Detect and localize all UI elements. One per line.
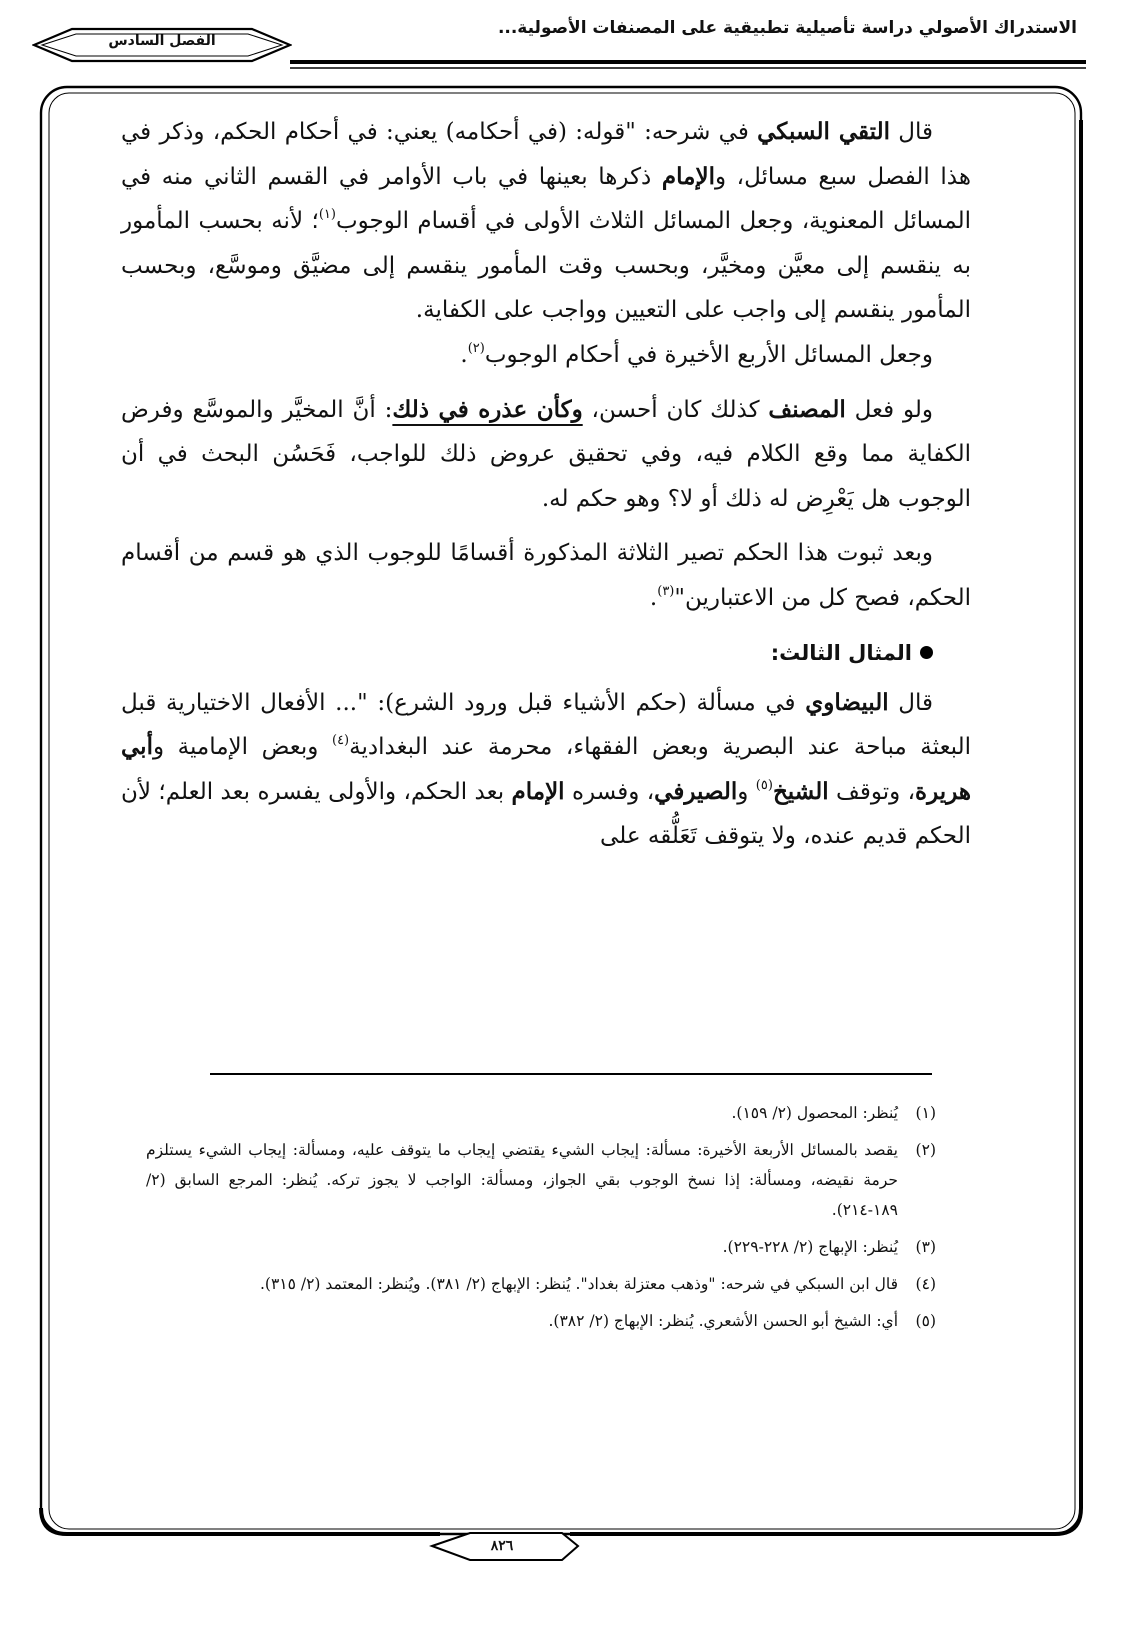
text-run: . — [649, 584, 658, 611]
footnote-1 — [146, 1098, 936, 1128]
text-run: بعد الحكم، والأولى يفسره بعد العلم؛ لأن الحكم قديم عنده، ولا يتوقف تَعَلُّقه على — [121, 778, 971, 850]
name-al-shaykh: الشيخ — [772, 777, 829, 805]
text-run: في مسألة (حكم الأشياء قبل ورود الشرع): "... الأفعال الاختيارية قبل البعثة مباحة عند البصرية وبعض الفقهاء، محرمة عند البغدادية — [121, 689, 972, 761]
name-al-imam: الإمام — [661, 162, 715, 190]
text-run: في شرحه: "قوله: (في أحكامه) يعني: في أحكام الحكم، وذكر في هذا الفصل سبع مسائل، و — [121, 119, 971, 190]
book-title: الاستدراك الأصولي دراسة تأصيلية تطبيقية على المصنفات الأصولية... — [497, 18, 1077, 38]
footnote-number: (٣) — [915, 1238, 936, 1256]
page-number: ٨٢٦ — [490, 1538, 514, 1554]
text-run: ، وفسره — [564, 778, 655, 805]
example-heading-text: المثال الثالث: — [770, 640, 912, 665]
example-heading — [121, 633, 971, 673]
chapter-label: الفصل السادس — [108, 33, 216, 49]
text-run: كذلك كان أحسن، — [582, 396, 769, 423]
footnote-number: (٢) — [915, 1141, 936, 1159]
footnote-text: يقصد بالمسائل الأربعة الأخيرة: مسألة: إيجاب الشيء يقتضي إيجاب ما يتوقف عليه، ومسألة: إيجاب الشيء يستلزم حرمة نقيضه، ومسألة: إذا نسخ الوجوب بقي الجواز، ومسألة: الواجب لا يجوز تركه. يُنظر: المرجع السابق (٢/ ١٨٩-٢١٤). — [146, 1141, 898, 1219]
text-run: و — [737, 778, 756, 805]
text-run: وجعل المسائل الأربع الأخيرة في أحكام الوجوب — [484, 341, 933, 368]
paragraph-1 — [121, 110, 971, 333]
footnote-number: (٥) — [915, 1312, 936, 1330]
paragraph-3 — [121, 388, 971, 522]
paragraph-4 — [121, 531, 971, 620]
footnote-separator — [210, 1073, 932, 1075]
bullet-icon — [920, 646, 933, 659]
footnote-number: (١) — [915, 1104, 936, 1122]
text-run: وبعض الإمامية و — [152, 734, 332, 761]
name-taqi-al-subki: التقي السبكي — [757, 118, 890, 145]
footnote-text: يُنظر: المحصول (٢/ ١٥٩). — [731, 1104, 898, 1122]
footnote-ref-1[interactable]: (١) — [318, 207, 336, 223]
name-abu-hurayra: أبي هريرة — [121, 733, 972, 805]
footnote-5 — [146, 1306, 936, 1336]
paragraph-2 — [121, 333, 971, 378]
footnote-ref-3[interactable]: (٣) — [657, 583, 675, 599]
name-al-baydawi: البيضاوي — [805, 688, 889, 716]
text-run: ذكرها بعينها في باب الأوامر في القسم الثاني منه في المسائل المعنوية، وجعل المسائل الثلاث الأولى في أقسام الوجوب — [121, 163, 971, 235]
text-run: قال — [888, 689, 933, 716]
footnote-number: (٤) — [915, 1275, 936, 1293]
text-run: . — [460, 341, 468, 368]
underlined-phrase: وكأن عذره في ذلك — [392, 395, 583, 423]
paragraph-5 — [121, 681, 971, 859]
text-run: وبعد ثبوت هذا الحكم تصير الثلاثة المذكورة أقسامًا للوجوب الذي هو قسم من أقسام الحكم، فصح كل من الاعتبارين" — [121, 540, 971, 611]
footnote-text: أي: الشيخ أبو الحسن الأشعري. يُنظر: الإبهاج (٢/ ٣٨٢). — [548, 1312, 898, 1330]
text-run: ، وتوقف — [828, 778, 916, 805]
main-text — [121, 110, 971, 859]
name-al-sayrafi: الصيرفي — [654, 777, 738, 805]
text-run: ؛ لأنه بحسب المأمور به ينقسم إلى معيَّن ومخيَّر، وبحسب وقت المأمور ينقسم إلى مضيَّق وموسَّع، وبحسب المأمور ينقسم إلى واجب على التعيين وواجب على الكفاية. — [121, 208, 971, 324]
footnote-text: يُنظر: الإبهاج (٢/ ٢٢٨-٢٢٩). — [722, 1238, 898, 1256]
text-run: قال — [889, 119, 933, 145]
footnote-3 — [146, 1232, 936, 1262]
text-run: : أنَّ المخيَّر والموسَّع وفرض الكفاية مما وقع الكلام فيه، وفي تحقيق عروض ذلك للواجب، فَحَسُن البحث في أن الوجوب هل يَعْرِض له ذلك أو لا؟ وهو حكم له. — [121, 396, 971, 512]
name-al-imam: الإمام — [511, 777, 565, 805]
footnote-text: قال ابن السبكي في شرحه: "وذهب معتزلة بغداد". يُنظر: الإبهاج (٢/ ٣٨١). ويُنظر: المعتمد (٢/ ٣١٥). — [259, 1275, 898, 1293]
footnote-4 — [146, 1269, 936, 1299]
footnote-ref-2[interactable]: (٢) — [467, 340, 485, 356]
name-al-musannif: المصنف — [768, 395, 846, 423]
footnote-ref-5[interactable]: (٥) — [755, 777, 773, 793]
footnotes — [146, 1098, 936, 1343]
footnote-ref-4[interactable]: (٤) — [331, 733, 350, 749]
text-run: ولو فعل — [845, 396, 933, 423]
footnote-2 — [146, 1135, 936, 1225]
